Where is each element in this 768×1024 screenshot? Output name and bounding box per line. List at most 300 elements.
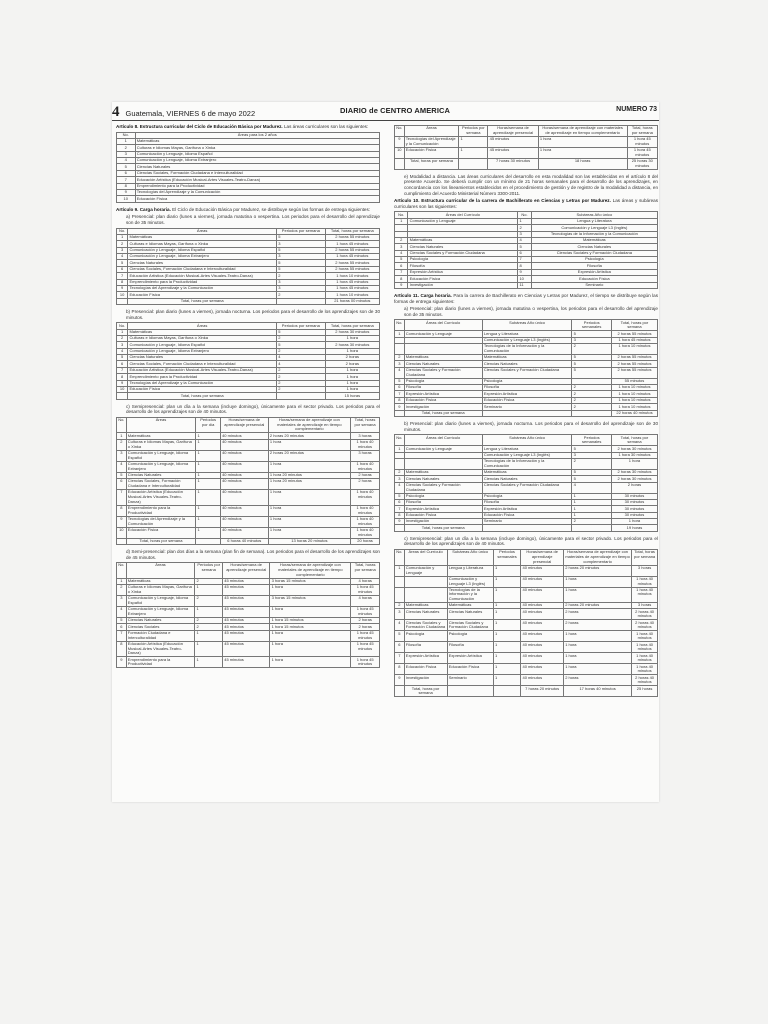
table-cell: 40 minutos (220, 505, 268, 516)
table-cell: 5 (395, 493, 405, 499)
table-cell: 1 hora 10 minutos (325, 273, 379, 279)
table-cell: 1 hora 30 minutos (611, 452, 657, 458)
table-cell: Psicología (408, 257, 518, 263)
table-cell: 8 (117, 505, 127, 516)
table-cell: Investigación (408, 282, 518, 288)
table-cell: 1 (196, 461, 221, 472)
table-cell: 1 (196, 433, 221, 439)
table-cell: 2 (572, 519, 611, 525)
table-cell: 9 (117, 380, 128, 386)
column-header: Áreas del Currículo (404, 550, 447, 566)
header-date: Guatemala, VIERNES 6 de mayo 2022 (125, 109, 256, 118)
table-cell: Educación Física (404, 147, 459, 158)
table-cell: Comunicación y Lenguaje L3 (Inglés) (482, 337, 572, 343)
table-cell: Educación Física (126, 527, 196, 538)
table-cell: Tecnologías del Aprendizaje y la Comunicación (128, 380, 277, 386)
table-row (117, 527, 380, 538)
table-cell: 1 (493, 664, 521, 675)
table-cell: 5 (277, 260, 326, 266)
table-cell: 5 (277, 234, 326, 240)
column-header: No. (518, 212, 531, 218)
table-cell: 10 (117, 527, 127, 538)
table-cell: 45 minutos (223, 630, 270, 641)
column-header: Horas/semana de aprendizaje con materiales de aprendizaje en tiempo complementario (565, 549, 630, 564)
table-cell: 8 (395, 664, 405, 675)
table-cell: Comunicación y Lenguaje, Idioma Español (126, 596, 195, 607)
table-cell: 1 hora (270, 630, 351, 641)
table-cell: 2 horas 55 minutos (325, 247, 379, 253)
table-cell: 6 (117, 266, 128, 272)
column-header: Periodos por semana (277, 228, 326, 234)
table-cell: 1 (493, 631, 521, 642)
table-cell: 2 (572, 397, 611, 403)
table-cell: Tecnologías del Aprendizaje y la Comunicación (128, 285, 277, 291)
section-a-text: a) Presencial: plan diario (lunes a viernes), jornada matutina o vespertina. Los periodos para el desarrollo del aprendizaje son de 35 minutos. (126, 214, 380, 225)
table-cell: 3 (395, 361, 405, 367)
table-cell: 4 (572, 482, 611, 493)
table-cell: 4 horas (351, 596, 380, 607)
table-cell: 4 (117, 606, 127, 617)
column-header: No. (117, 323, 128, 329)
table-cell: Seminario (447, 675, 493, 686)
table-cell: Ciencias Sociales y Formación Ciudadana (405, 619, 446, 630)
table-cell: 10 (117, 196, 136, 202)
table-cell: Expresión Artística (408, 269, 518, 275)
table-cell: 45 minutos (223, 641, 270, 657)
table-cell: Ciencias Sociales, Formación Ciudadana e Interculturalidad (128, 361, 277, 367)
table-cell: Lengua y Literatura (482, 446, 572, 452)
table-cell: 8 (117, 183, 136, 189)
table-cell: 1 hora (325, 374, 379, 380)
table-cell: 2 horas 30 minutos (611, 476, 657, 482)
article-9 (116, 207, 380, 213)
table-cell: 5 (572, 355, 611, 361)
table-cell: 1 hora 45 minutos (351, 606, 380, 617)
table-cell: 1 (459, 136, 488, 147)
table-a (116, 228, 380, 306)
table-cell: 1 (572, 499, 611, 505)
table-total-row (395, 525, 658, 531)
table-cell: Comunicación y Lenguaje (408, 218, 518, 224)
table-cell: 1 hora 20 minutos (268, 472, 350, 478)
table-cell: 2 (277, 335, 326, 341)
table-cell: Comunicación y Lenguaje, Idioma Extranjero (126, 461, 196, 472)
table-cell: Psicología (482, 493, 572, 499)
table-cell: Tecnologías del Aprendizaje y la Comunicación (135, 189, 379, 195)
table-cell: Educación Física (482, 397, 572, 403)
total-cell: 17 horas 40 minutos (564, 686, 632, 697)
table-cell: 1 hora 10 minutos (611, 385, 657, 391)
table-cell: Comunicación y Lenguaje, Idioma Español (128, 342, 277, 348)
table-cell: Matemáticas (408, 237, 518, 243)
table-cell: 4 (518, 237, 531, 243)
table-cell: Matemáticas (447, 603, 493, 609)
table-cell (395, 576, 405, 587)
table-cell: Investigación (404, 404, 482, 410)
table-cell: 2 horas 55 minutos (611, 367, 657, 378)
table-cell: Ciencias Naturales (408, 244, 518, 250)
total-cell: 22 horas 40 minutos (611, 410, 657, 416)
table-cell: 40 minutos (521, 603, 564, 609)
table-row (395, 282, 658, 288)
table-cell: Educación Física (404, 397, 482, 403)
total-cell: Total, horas por semana (404, 410, 482, 416)
data-table (394, 125, 658, 170)
table-cell: 7 (395, 391, 405, 397)
table-cell: 4 (395, 250, 408, 256)
table-cell: Comunicación y Lenguaje L3 (Inglés) (531, 225, 657, 231)
column-header: No. (395, 320, 405, 331)
table-cell: 2 horas (325, 355, 379, 361)
table-cell: 5 (572, 469, 611, 475)
table-cell: 40 minutos (521, 653, 564, 664)
table-cell: 2 horas 20 minutos (268, 450, 350, 461)
table-cell: 1 hora 15 minutos (270, 624, 351, 630)
table-cell: 1 (493, 653, 521, 664)
data-table (394, 211, 658, 289)
table-row (117, 439, 380, 450)
table-cell: 1 (493, 620, 521, 631)
table-cell: Ciencias Naturales (531, 244, 657, 250)
table-cell: 2 horas 30 minutos (611, 446, 657, 452)
table-cell: 5 (117, 617, 127, 623)
table-cell: Tecnologías de la Información y la Comunicación (482, 344, 572, 355)
table-cell (395, 410, 405, 416)
table-cell: 2 (117, 335, 128, 341)
total-cell: 6 horas 40 minutos (220, 538, 268, 544)
article-8 (116, 124, 380, 130)
table-cell: 1 hora (325, 348, 379, 354)
table-cell: 2 (117, 145, 136, 151)
table-cell: 1 hora 45 minutos (325, 241, 379, 247)
table-cell: Seminario (531, 282, 657, 288)
table-cell: Educación Artística (Educación Musical-Artes Visuales-Teatro-Danza) (126, 641, 195, 657)
table-cell: 1 hora 40 minutos (632, 664, 658, 675)
table-cell: 2 horas 30 minutos (325, 329, 379, 335)
article-10-title: Artículo 10. Estructura curricular de la carrera de Bachillerato en Ciencias y Letras por Madurez. (394, 198, 611, 204)
table-cell: 8 (117, 641, 127, 657)
total-cell: 13 horas 20 minutos (268, 538, 350, 544)
table-row (395, 565, 658, 576)
column-header: Áreas (126, 563, 195, 579)
table-cell: Emprendimiento para la Productividad (126, 505, 196, 516)
table-cell: 3 (395, 476, 405, 482)
table-row (395, 631, 658, 642)
table-cell: 3 (117, 596, 127, 607)
table-cell: 4 horas (351, 578, 380, 584)
table-cell: Comunicación y Lenguaje, Idioma Español (126, 450, 196, 461)
table-cell (404, 344, 482, 355)
table-cell: Educación Física (447, 664, 493, 675)
table-cell: Matemáticas (482, 355, 572, 361)
table-cell: 3 (277, 285, 326, 291)
total-cell (196, 538, 221, 544)
table-cell: 2 horas 55 minutos (325, 234, 379, 240)
table-cell: Ciencias Naturales (404, 361, 482, 367)
table-cell: Seminario (482, 404, 572, 410)
table-cell: 2 horas (611, 482, 657, 493)
table-cell: 3 (277, 279, 326, 285)
table-cell: 4 (117, 254, 128, 260)
table-cell: 1 hora (268, 461, 350, 472)
table-cell: 40 minutos (521, 675, 564, 686)
table-cell: 1 (395, 218, 408, 224)
table-cell: Filosofía (404, 499, 482, 505)
table-cell: Educación Física (404, 664, 447, 675)
table-cell: 30 minutos (611, 499, 657, 505)
table-cell: Seminario (482, 519, 572, 525)
table-cell: Tecnologías de la Información y la Comunicación (531, 231, 657, 237)
table-cell: 40 minutos (220, 472, 268, 478)
table-header-row (395, 126, 658, 137)
table-cell: 5 (117, 164, 136, 170)
table-cell: 2 (395, 237, 408, 243)
table-cell: 45 minutos (223, 578, 270, 584)
column-header: Áreas para los 2 años (135, 132, 379, 138)
table-cell: Filosofía (404, 642, 447, 653)
table-cell: 3 (117, 450, 127, 461)
table-cell: 2 (277, 386, 326, 392)
table-cell (395, 525, 405, 531)
table-cell: Ciencias Naturales (126, 617, 195, 623)
table-row (117, 479, 380, 490)
table-cell: 5 (518, 244, 531, 250)
table-cell: 40 minutos (220, 439, 268, 450)
table-cell: 1 hora 45 minutos (627, 136, 657, 147)
table-cell: 6 (117, 624, 127, 630)
table-cell: 7 (518, 257, 531, 263)
total-cell (277, 393, 326, 399)
table-cell: Psicología (404, 378, 482, 384)
table-cell: 6 (518, 250, 531, 256)
table-cell: 1 (196, 439, 221, 450)
table-cell: 45 minutos (223, 585, 270, 596)
table-cell: 9 (395, 136, 405, 147)
table-cell: Ciencias Naturales (404, 476, 482, 482)
table-cell: Educación Artística (Educación Musical-Artes Visuales-Teatro-Danza) (135, 177, 379, 183)
table-cell (404, 576, 447, 587)
column-header: Horas/semana de aprendizaje con materiales de aprendizaje en tiempo complementario (538, 126, 627, 137)
table-header-row (117, 417, 380, 433)
table-cell: Emprendimiento para la Productividad (128, 279, 277, 285)
table-cell: 2 (195, 578, 223, 584)
table-cell: 11 (518, 282, 531, 288)
table-cell: 1 hora 40 minutos (351, 490, 380, 506)
table-cell: 2 horas 40 minutos (632, 609, 658, 620)
table-cell: 1 hora (325, 386, 379, 392)
table-cell: 4 (117, 158, 136, 164)
table-cell: 5 (277, 342, 326, 348)
table-cell: 1 (117, 578, 127, 584)
table-cell: 1 (572, 506, 611, 512)
table-cell (404, 587, 447, 603)
table-cell: Lengua y Literatura (482, 331, 572, 337)
table-cell: 9 (395, 519, 405, 525)
table-cell: 9 (117, 285, 128, 291)
table-cell: 40 minutos (220, 450, 268, 461)
table-cell: Expresión Artística (404, 506, 482, 512)
data-table (116, 322, 380, 400)
table-cell: 1 hora 40 minutos (351, 505, 380, 516)
table-row (395, 482, 658, 493)
table-cell: 3 (395, 244, 408, 250)
table-cell: Comunicación y Lenguaje, Idioma Extranjero (126, 606, 195, 617)
column-header: Periodos por semana (459, 126, 488, 137)
issue-number: NUMERO 73 (616, 106, 657, 113)
table-cell: 1 (117, 234, 128, 240)
table-cell: 1 hora (270, 641, 351, 657)
table-cell: Psicología (482, 378, 572, 384)
table-cell: Ciencias Sociales, Formación Ciudadana e Interculturalidad (126, 479, 196, 490)
table-cell: Ciencias Sociales y Formación Ciudadana (408, 250, 518, 256)
table-cell: Culturas e Idiomas Mayas, Garífuna o Xinka (128, 335, 277, 341)
table-cell: 40 minutos (521, 565, 564, 576)
column-header: Horas/semana de aprendizaje presencial (488, 126, 538, 137)
column-header: Total, horas por semana (325, 228, 379, 234)
table-cell (395, 686, 405, 697)
table-cell: 1 (196, 527, 221, 538)
table-cell: Psicología (447, 631, 493, 642)
table-cell: 1 (195, 641, 223, 657)
table-cell: 2 horas 55 minutos (611, 361, 657, 367)
table-cell: 1 hora 45 minutos (351, 641, 380, 657)
table-cell: 45 minutos (223, 657, 270, 668)
table-cell: 40 minutos (521, 631, 564, 642)
total-cell: Total, horas por semana (404, 686, 447, 697)
table-cell: 7 (395, 269, 408, 275)
table-cell: 2 (395, 355, 405, 361)
total-cell (572, 525, 611, 531)
table-cell: Filosofía (482, 385, 572, 391)
table-cell: Matemáticas (404, 355, 482, 361)
table-cell: 1 hora (325, 335, 379, 341)
table-cell: 2 horas 20 minutos (268, 433, 350, 439)
table-total-row (395, 410, 658, 416)
table-cell: 2 (195, 596, 223, 607)
table-cell: 1 hora 40 minutos (351, 516, 380, 527)
table-cell: 2 (518, 225, 531, 231)
table-cell: 1 hora (538, 136, 627, 147)
table-cell (395, 458, 405, 469)
table-cell: 2 (117, 585, 127, 596)
table-cell: 2 horas 55 minutos (611, 355, 657, 361)
table-cell: 1 hora 40 minutos (632, 576, 658, 587)
table-row (117, 490, 380, 506)
table-cell: 4 (277, 355, 326, 361)
table-row (395, 136, 658, 147)
data-table (116, 228, 380, 306)
table-cell: 9 (395, 675, 405, 686)
table-cell: Ciencias Sociales y Formación Ciudadana (447, 620, 493, 631)
table-cell: 1 hora 40 minutos (632, 642, 658, 653)
table-cell: Investigación (404, 519, 482, 525)
table-cell: 5 (277, 247, 326, 253)
table-cell: Lengua y Literatura (447, 565, 493, 576)
table-row (395, 653, 658, 664)
table-c (116, 417, 380, 545)
table-cell: 10 (395, 147, 405, 158)
table-cell: Expresión Artística (404, 653, 447, 664)
table-cell: 1 (572, 493, 611, 499)
total-cell: 25 horas (632, 686, 658, 697)
table-cell: 3 horas (351, 450, 380, 461)
table-cell: 3 (117, 342, 128, 348)
table-row (117, 196, 380, 202)
table-cell: 45 minutos (223, 606, 270, 617)
table-row (117, 461, 380, 472)
table-cell: 40 minutos (220, 490, 268, 506)
table-cell: 1 hora 40 minutos (632, 587, 658, 603)
table-row (395, 642, 658, 653)
table-cell: 1 (117, 138, 136, 144)
table-cell: 7 (117, 367, 128, 373)
header-rule (112, 120, 659, 121)
table-cell: Culturas e Idiomas Mayas, Garífuna o Xinka (128, 241, 277, 247)
table-cell: Ciencias Sociales y Formación Ciudadana (531, 250, 657, 256)
table-cell: 1 hora 45 minutos (611, 337, 657, 343)
total-cell: Total, horas por semana (126, 538, 196, 544)
table-cell: 45 minutos (223, 617, 270, 623)
table-cell: Comunicación y Lenguaje, Idioma Español (135, 151, 379, 157)
article-8-text: Las áreas curriculares son las siguientes: (283, 124, 369, 129)
table-cell: 2 horas 40 minutos (632, 620, 658, 631)
column-header: Subáreas Año único (482, 435, 572, 446)
table-cell: 5 (572, 331, 611, 337)
table-cell: 3 (117, 151, 136, 157)
table-cell (395, 158, 405, 169)
table-cell: 3 horas 15 minutos (270, 578, 351, 584)
bach-section-b-text: b) Presencial: plan diario (lunes a viernes), jornada nocturna. Los periodos para el desarrollo del aprendizaje son de 30 minutos. (404, 420, 658, 432)
table-cell: 1 hora (564, 653, 632, 664)
table-cell: 2 (572, 385, 611, 391)
table-cell: 2 horas 40 minutos (632, 675, 658, 686)
table-cell: 10 (117, 386, 128, 392)
table-cell: 2 horas 55 minutos (611, 331, 657, 337)
table-cell: Matemáticas (126, 578, 195, 584)
table-cell: 1 (195, 630, 223, 641)
table-cell: 3 (518, 231, 531, 237)
table-cell: 1 hora 45 minutos (325, 285, 379, 291)
table-cell: Educación Artística (Educación Musical-Artes Visuales-Teatro-Danza) (126, 490, 196, 506)
table-cell: 1 hora 45 minutos (627, 147, 657, 158)
table-cell: Ciencias Naturales (447, 609, 493, 620)
table-cell: 1 hora 45 minutos (325, 254, 379, 260)
table-cell: 2 horas (351, 472, 380, 478)
column-header: Subáreas Año único (482, 320, 572, 331)
table-cell: 6 (117, 170, 136, 176)
table-cell: 2 (277, 374, 326, 380)
table-cell: 1 hora 40 minutos (632, 653, 658, 664)
table-cell: 1 (493, 675, 521, 686)
table-cell: 1 hora (564, 664, 632, 675)
column-header: No. (395, 550, 405, 566)
table-cell: Tecnologías de la Información y la Comunicación (482, 458, 572, 469)
table-cell: Tecnologías de la Información y la Comunicación (447, 587, 493, 603)
table-cell: 1 (572, 512, 611, 518)
table-row (395, 675, 658, 686)
table-cell: 1 (117, 329, 128, 335)
table-cell: Ciencias Sociales (126, 624, 195, 630)
article-11-title: Artículo 11. Carga horaria. (394, 292, 452, 298)
table-cell: 1 hora (325, 380, 379, 386)
table-cell: 40 minutos (521, 620, 564, 631)
table-total-row (395, 686, 658, 697)
table-cell: 1 hora 10 minutos (611, 391, 657, 397)
table-cell: 3 (277, 241, 326, 247)
column-header: Total, horas por semana (325, 323, 379, 329)
table-cell: 1 hora 10 minutos (611, 344, 657, 355)
table-cell: 2 horas (564, 609, 632, 620)
